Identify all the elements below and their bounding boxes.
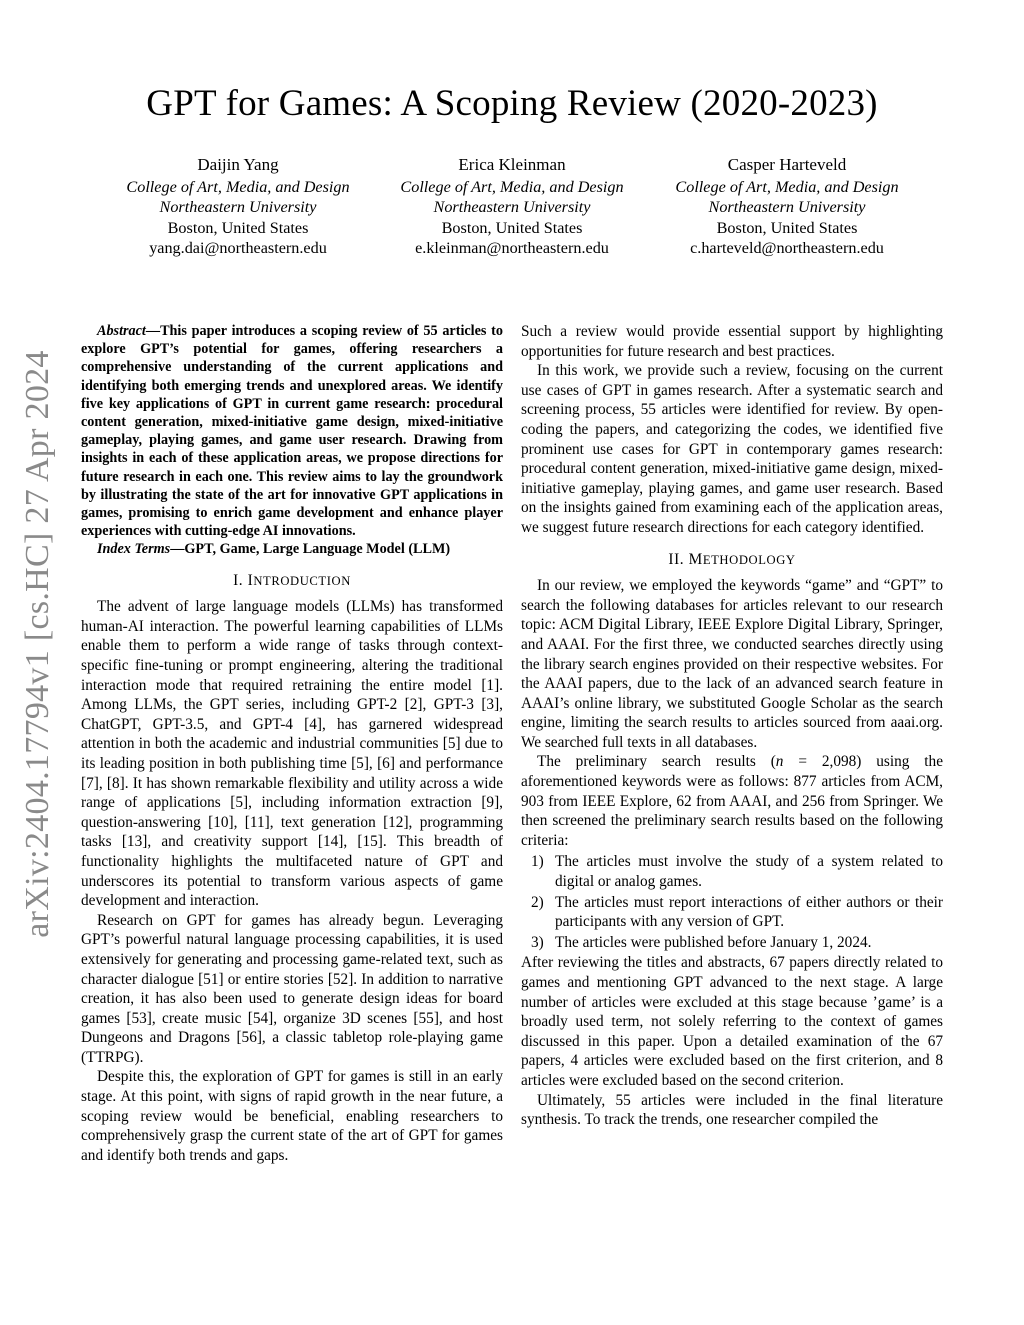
intro-paragraph: Research on GPT for games has already begun. Leveraging GPT’s powerful natural language processing capabilities, it is used extensively for generating and processing game-related text, such as character dialogue [51] or entire stories [52]. In addition to narrative creation, it has also been used to generate design ideas for board games [53], create music [54], organize 3D scenes [55], and host Dungeons and Dragons [56], a classic tabletop role-playing game (TTRPG). bbox=[81, 911, 503, 1066]
author-university: Northeastern University bbox=[433, 198, 591, 216]
arxiv-stamp: arXiv:2404.17794v1 [cs.HC] 27 Apr 2024 bbox=[19, 350, 56, 938]
methodology-paragraph: In our review, we employed the keywords “game” and “GPT” to search the following databases for articles relevant to our research topic: ACM Digital Library, IEEE Explore Digital Library, Springer, and AAAI. For the first three, we conducted searches directly using the library search engines provided on their respective websites. For the AAAI papers, due to the lack of an advanced search feature in AAAI’s online library, we substituted Google Scholar as the search engine, limiting the search results to articles sourced from aaai.org. We searched full texts in all databases. bbox=[521, 577, 943, 751]
author-name: Erica Kleinman bbox=[458, 155, 566, 174]
author-location: Boston, United States bbox=[716, 218, 858, 237]
author-name: Daijin Yang bbox=[197, 155, 279, 174]
criteria-list bbox=[521, 852, 943, 952]
author-email: e.kleinman@northeastern.edu bbox=[415, 239, 609, 257]
author-email: c.harteveld@northeastern.edu bbox=[690, 239, 884, 257]
abstract bbox=[81, 322, 503, 540]
left-column bbox=[81, 322, 503, 1165]
author-name: Casper Harteveld bbox=[727, 155, 847, 174]
methodology-paragraph: Ultimately, 55 articles were included in the final literature synthesis. To track the trends, one researcher compiled the bbox=[521, 1091, 943, 1129]
section-heading-introduction: I. INTRODUCTION bbox=[233, 571, 351, 589]
section-heading-methodology: II. METHODOLOGY bbox=[668, 550, 796, 568]
intro-paragraph: In this work, we provide such a review, focusing on the current use cases of GPT in games research. After a systematic search and screening process, 55 articles were identified for review. By open-coding the papers, and categorizing the codes, we identified five prominent use cases for GPT in contemporary games research: procedural content generation, mixed-initiative game design, mixed-initiative gameplay, playing games, and game user research. Based on the insights gained from examining each of the application areas, we suggest future research directions for each category identified. bbox=[521, 362, 943, 536]
list-item: 2) The articles must report interactions of either authors or their participants with any version of GPT. bbox=[531, 893, 943, 931]
author-affiliation: College of Art, Media, and Design bbox=[126, 177, 350, 196]
author-block-1 bbox=[93, 155, 383, 259]
author-location: Boston, United States bbox=[441, 218, 583, 237]
methodology-paragraph: After reviewing the titles and abstracts, 67 papers directly related to games and mentioning GPT advanced to the next stage. A large number of articles were excluded at this stage because ’game’ is a broadly used term, not solely referring to the context of games discussed in this paper. Upon a detailed examination of the 67 papers, 4 articles were excluded based on the first criterion, and 8 articles were excluded based on the second criterion. bbox=[521, 954, 943, 1089]
author-university: Northeastern University bbox=[159, 198, 317, 216]
author-affiliation: College of Art, Media, and Design bbox=[400, 177, 624, 196]
intro-paragraph: The advent of large language models (LLMs) has transformed human-AI interaction. The powerful learning capabilities of LLMs enable them to perform a wide range of tasks through context-specific fine-tuning or prompt engineering, altering the traditional interaction mode that required retraining the entire model [1]. Among LLMs, the GPT series, including GPT-2 [2], GPT-3 [3], ChatGPT, GPT-3.5, and GPT-4 [4], has garnered widespread attention in both the academic and industrial communities [5] due to its leading position in both publishing time [5], [6] and performance [7], [8]. It has shown remarkable flexibility and utility across a wide range of applications [5], including information extraction [9], question-answering [10], [11], text generation [12], programming tasks [13], and creativity support [14], [15]. This breadth of functionality highlights the multifaceted nature of GPT and underscores its potential to transform various aspects of game development and interaction. bbox=[81, 598, 503, 910]
paper-title: GPT for Games: A Scoping Review (2020-2023) bbox=[146, 83, 878, 124]
index-terms bbox=[81, 540, 503, 558]
author-block-2 bbox=[367, 155, 657, 259]
abstract-text: —This paper introduces a scoping review of 55 articles to explore GPT’s potential for games, offering researchers a comprehensive understanding of the current applications and identifying both emerging trends and unexplored areas. We identify five key applications of GPT in current game research: procedural content generation, mixed-initiative game design, mixed-initiative gameplay, playing games, and game user research. Drawing from insights in each of these application areas, we propose directions for future research in each one. This review aims to lay the groundwork by illustrating the state of the art for innovative GPT applications in games, promising to enrich game development and enhance player experiences with cutting-edge AI innovations. bbox=[81, 323, 503, 540]
methodology-paragraph: The preliminary search results (n = 2,098) using the aforementioned keywords were as follows: 877 articles from ACM, 903 from IEEE Explore, 62 from AAAI, and 256 from Springer. We then screened the preliminary search results based on the following criteria: bbox=[521, 753, 943, 849]
index-terms-label: Index Terms bbox=[97, 541, 171, 558]
index-terms-text: —GPT, Game, Large Language Model (LLM) bbox=[170, 541, 451, 558]
author-location: Boston, United States bbox=[167, 218, 309, 237]
right-column bbox=[521, 322, 943, 1130]
list-item: 3) The articles were published before January 1, 2024. bbox=[531, 933, 872, 951]
author-block-3 bbox=[642, 155, 932, 259]
author-university: Northeastern University bbox=[708, 198, 866, 216]
intro-continuation: Such a review would provide essential support by highlighting opportunities for future research and best practices. bbox=[521, 323, 943, 360]
abstract-label: Abstract bbox=[97, 323, 146, 339]
author-email: yang.dai@northeastern.edu bbox=[149, 239, 327, 257]
author-affiliation: College of Art, Media, and Design bbox=[675, 177, 899, 196]
list-item: 1) The articles must involve the study of a system related to digital or analog games. bbox=[531, 853, 943, 891]
intro-paragraph: Despite this, the exploration of GPT for games is still in an early stage. At this point, with signs of rapid growth in the near future, a scoping review would be beneficial, enabling researchers to comprehensively grasp the current state of the art of GPT for games and identify both trends and gaps. bbox=[81, 1068, 503, 1164]
